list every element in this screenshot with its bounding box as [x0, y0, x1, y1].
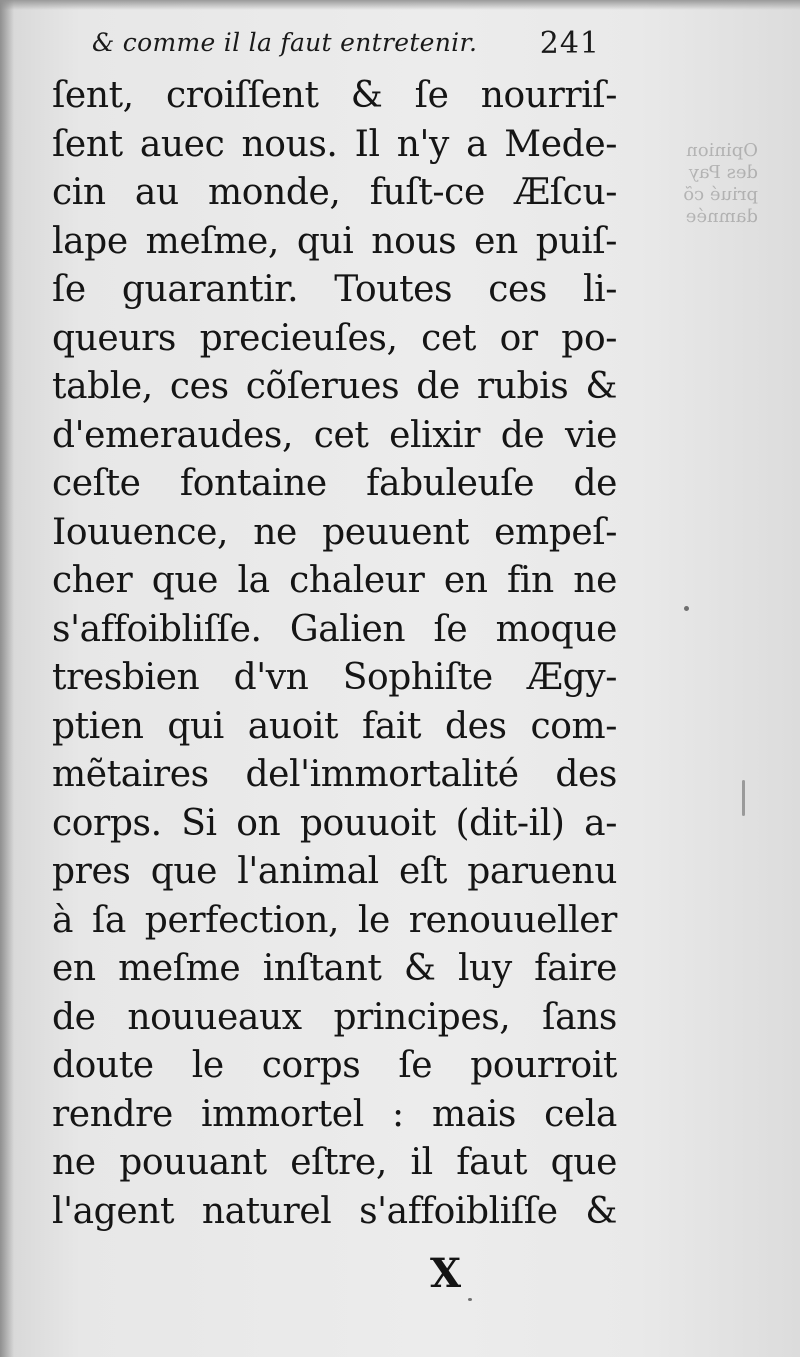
text-line: corps. Si on pouuoit (dit-il) a-: [52, 802, 617, 844]
bleed-through-line: priué cõ: [683, 184, 758, 205]
text-line: queurs precieuſes, cet or po-: [52, 317, 617, 359]
text-line: s'affoibliſſe. Galien ſe moque: [52, 608, 617, 650]
text-line: rendre immortel : mais cela: [52, 1093, 617, 1135]
body-text: [52, 72, 617, 1236]
text-line: cher que la chaleur en fin ne: [52, 560, 617, 601]
text-line: pres que l'animal eſt paruenu: [52, 851, 617, 892]
text-line: tresbien d'vn Sophiſte Ægy-: [52, 657, 617, 698]
paper-speck: [684, 606, 689, 611]
text-line: cin au monde, fuſt-ce Æſcu-: [52, 172, 617, 213]
text-line: ne pouuant eſtre, il faut que: [52, 1142, 617, 1183]
bleed-through-line: Opinion: [686, 140, 758, 161]
text-line: ptien qui auoit fait des com-: [52, 705, 617, 747]
running-head: & comme il la faut entretenir.: [92, 28, 478, 57]
text-line: doute le corps ſe pourroit: [52, 1045, 617, 1086]
text-line: ſent, croiſſent & ſe nourriſ-: [52, 75, 617, 116]
bleed-through-line: damnée: [685, 206, 758, 227]
text-line: de nouueaux principes, ſans: [52, 996, 617, 1038]
paper-speck: [742, 780, 745, 816]
page-header: [92, 24, 612, 68]
page-number: 241: [539, 26, 600, 61]
page-gutter-shadow: [0, 0, 14, 1357]
paper-speck: [468, 1298, 472, 1301]
text-line: l'agent naturel s'affoibliſſe &: [52, 1190, 617, 1232]
text-line: ſe guarantir. Toutes ces li-: [52, 269, 617, 310]
text-line: ſent auec nous. Il n'y a Mede-: [52, 123, 617, 165]
bleed-through-margin-note: [618, 140, 758, 228]
text-line: mẽtaires del'immortalité des: [52, 754, 617, 795]
text-line: à ſa perfection, le renouueller: [52, 899, 617, 941]
text-line: lape meſme, qui nous en puiſ-: [52, 220, 617, 262]
signature-mark: X: [430, 1250, 462, 1297]
text-line: ceſte fontaine fabuleuſe de: [52, 463, 617, 504]
text-line: table, ces cõſerues de rubis &: [52, 366, 617, 407]
text-line: Iouuence, ne peuuent empeſ-: [52, 511, 617, 553]
text-line: d'emeraudes, cet elixir de vie: [52, 414, 617, 456]
text-line: en meſme inſtant & luy faire: [52, 948, 617, 989]
bleed-through-line: des Pay: [688, 162, 758, 183]
page-top-shadow: [0, 0, 800, 10]
